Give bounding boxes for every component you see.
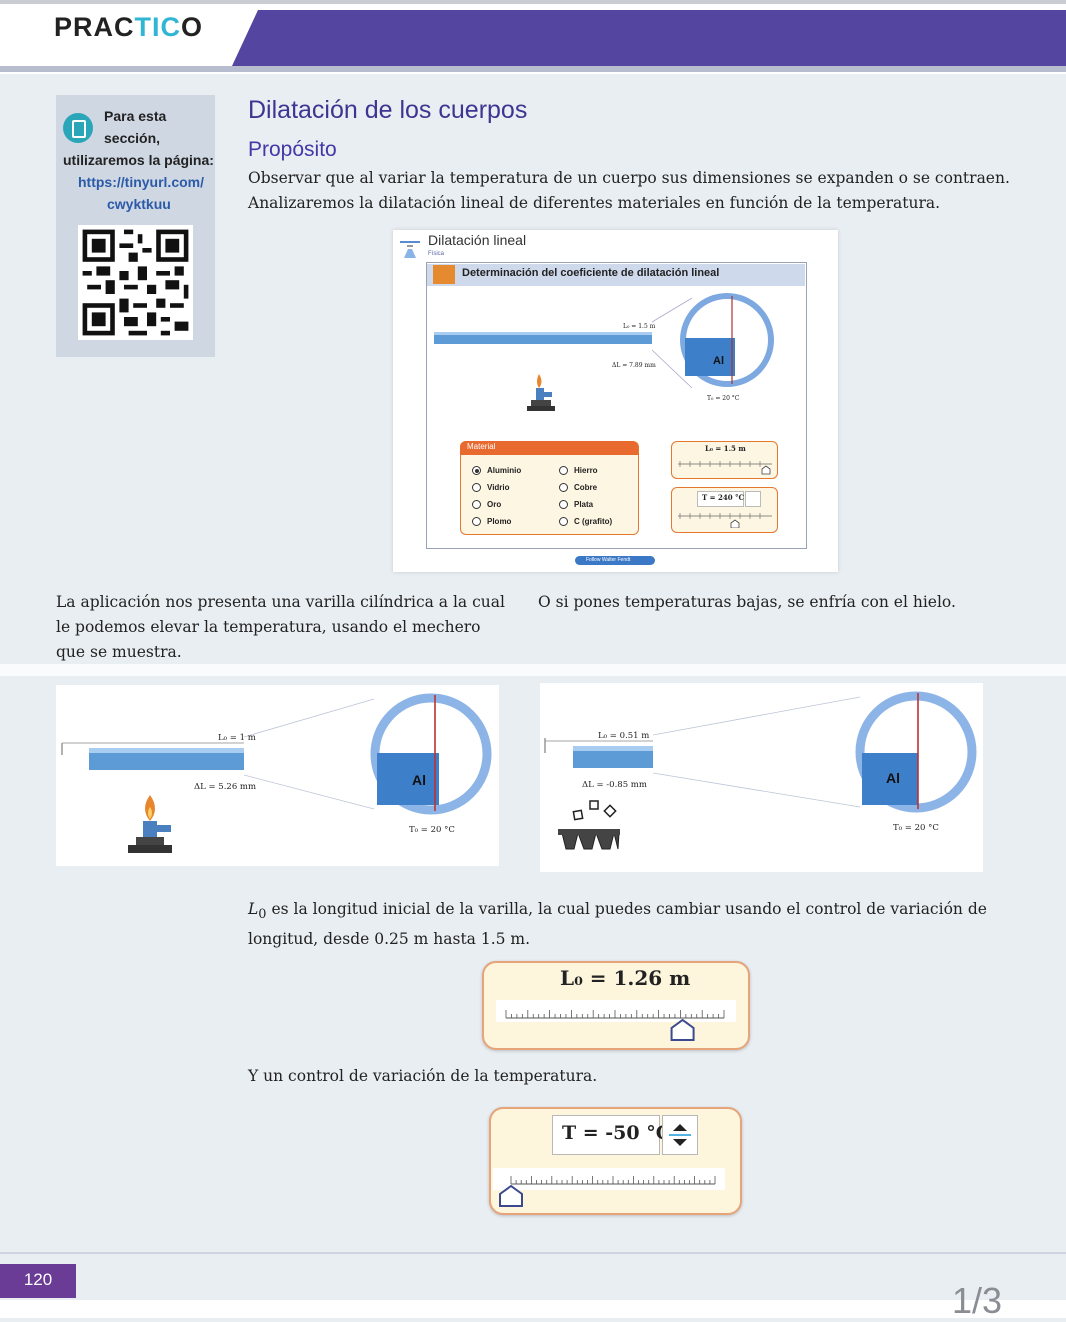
- temperature-spinner[interactable]: [662, 1115, 698, 1155]
- radio-icon: [472, 500, 481, 509]
- length-slider[interactable]: [496, 998, 736, 1044]
- radio-icon: [472, 517, 481, 526]
- side-note-url-part2[interactable]: cwyktkuu: [107, 196, 171, 212]
- app-temp-thumb[interactable]: [731, 520, 739, 528]
- temperature-slider[interactable]: [493, 1160, 725, 1210]
- app-breadcrumb: Física: [428, 251, 445, 257]
- brand-logo: [54, 12, 203, 43]
- length-value: L₀ = 1.26 m: [560, 966, 691, 990]
- app-length-slider[interactable]: [676, 456, 774, 476]
- footer-rule: [0, 1252, 1066, 1254]
- figure2-material: Al: [886, 770, 900, 786]
- radio-icon: [559, 500, 568, 509]
- app-delta-label: ΔL = 7.89 mm: [612, 362, 656, 369]
- radio-icon: [559, 517, 568, 526]
- material-option-vidrio[interactable]: Vidrio: [472, 483, 510, 492]
- radio-icon: [559, 483, 568, 492]
- app-bar-title: Determinación del coeficiente de dilatación lineal: [462, 267, 720, 279]
- flask-icon: [398, 237, 422, 259]
- material-option-plomo[interactable]: Plomo: [472, 517, 511, 526]
- side-note-line1: Para esta: [104, 108, 167, 124]
- page-title: Dilatación de los cuerpos: [248, 96, 528, 124]
- material-option-oro[interactable]: Oro: [472, 500, 501, 509]
- app-temp-slider[interactable]: [676, 508, 774, 528]
- figure1-temp0: T₀ = 20 °C: [409, 825, 455, 835]
- app-length-value: L₀ = 1.5 m: [705, 444, 746, 453]
- tablet-icon: [63, 113, 93, 143]
- qr-code-icon[interactable]: [78, 225, 193, 340]
- app-scene: [427, 290, 805, 440]
- paragraph-ice: O si pones temperaturas bajas, se enfría con el hielo.: [538, 593, 956, 611]
- figure-cooling: [540, 683, 983, 872]
- brand-highlight: TIC: [134, 12, 182, 42]
- figure1-material: Al: [412, 772, 426, 788]
- purpose-line2: Analizaremos la dilatación lineal de diferentes materiales en función de la temperatura.: [248, 194, 941, 212]
- spinner-down-icon[interactable]: [673, 1139, 687, 1146]
- radio-icon: [559, 466, 568, 475]
- paragraph-length: $L_0$ es la longitud inicial de la varilla, la cual puedes cambiar usando el control de variación de longitud, desde 0.25 m hasta 1.5 m.: [248, 900, 987, 949]
- purpose-line1: Observar que al variar la temperatura de un cuerpo sus dimensiones se expanden o se contraen.: [248, 169, 1010, 187]
- brand-prefix: PRAC: [54, 12, 135, 42]
- burner-icon: [527, 374, 555, 411]
- figure2-temp0: T₀ = 20 °C: [893, 823, 939, 833]
- figure-heating: [56, 685, 499, 866]
- app-logo-icon: [433, 265, 455, 284]
- material-option-cobre[interactable]: Cobre: [559, 483, 597, 492]
- radio-selected-icon: [472, 466, 481, 475]
- material-heading: Material: [467, 442, 496, 451]
- app-title: Dilatación lineal: [428, 232, 527, 248]
- app-footer-text: Follow Walter Fendt: [586, 557, 631, 563]
- material-option-aluminio[interactable]: Aluminio: [472, 466, 521, 475]
- header-top-line: [0, 0, 1066, 4]
- app-temp0-label: T₀ = 20 °C: [707, 395, 740, 402]
- figure2-length: L₀ = 0.51 m: [598, 731, 650, 741]
- paragraph-temperature: Y un control de variación de la temperatura.: [248, 1067, 598, 1085]
- brand-suffix: O: [181, 12, 204, 42]
- header-band: [232, 10, 1066, 66]
- side-note-line2: sección,: [104, 130, 161, 146]
- figure2-delta: ΔL = -0.85 mm: [582, 780, 647, 790]
- app-material-label: Al: [713, 355, 724, 367]
- material-option-hierro[interactable]: Hierro: [559, 466, 598, 475]
- length-slider-thumb[interactable]: [672, 1020, 694, 1040]
- app-length-label: L₀ = 1.5 m: [623, 323, 656, 330]
- figure1-length: L₀ = 1 m: [218, 733, 256, 743]
- side-note-url-part1[interactable]: https://tinyurl.com/: [78, 174, 204, 190]
- temperature-value: T = -50 °C: [562, 1122, 671, 1144]
- radio-icon: [472, 483, 481, 492]
- paragraph-burner: La aplicación nos presenta una varilla cilíndrica a la cual le podemos elevar la temperatura, usando el mechero que se muestra.: [56, 593, 505, 661]
- section-divider: [0, 664, 1066, 676]
- app-temp-value: T = 240 °C: [702, 493, 745, 502]
- footer-strip: [0, 1300, 1066, 1318]
- header-divider: [0, 66, 1066, 72]
- purpose-heading: Propósito: [248, 138, 337, 161]
- material-option-grafito[interactable]: C (grafito): [559, 517, 612, 526]
- side-note-line3: utilizaremos la página:: [63, 152, 214, 168]
- page-number: 120: [23, 1270, 53, 1289]
- figure1-delta: ΔL = 5.26 mm: [194, 782, 257, 792]
- material-option-plata[interactable]: Plata: [559, 500, 593, 509]
- app-length-thumb[interactable]: [762, 466, 770, 474]
- app-temp-spinner[interactable]: [745, 491, 761, 507]
- pager-indicator: 1/3: [952, 1280, 1003, 1321]
- spinner-up-icon[interactable]: [673, 1124, 687, 1131]
